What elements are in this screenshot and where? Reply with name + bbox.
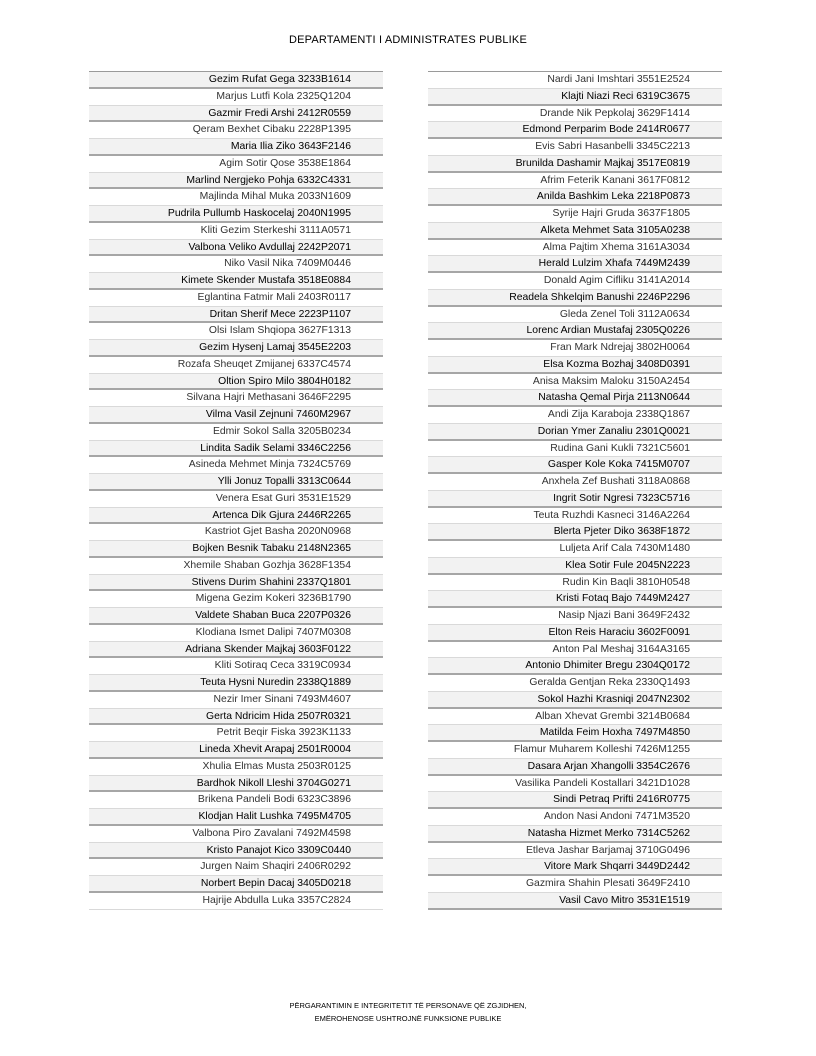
list-item: Gezim Hysenj Lamaj 3545E2203 [89, 340, 383, 357]
list-item: Lindita Sadik Selami 3346C2256 [89, 441, 383, 458]
list-item: Afrim Feterik Kanani 3617F0812 [428, 173, 722, 190]
list-item: Donald Agim Cifliku 3141A2014 [428, 273, 722, 290]
list-item: Nardi Jani Imshtari 3551E2524 [428, 72, 722, 89]
list-item: Gasper Kole Koka 7415M0707 [428, 457, 722, 474]
list-item: Artenca Dik Gjura 2446R2265 [89, 508, 383, 525]
page-title: DEPARTAMENTI I ADMINISTRATES PUBLIKE [288, 34, 528, 46]
list-item: Xhulia Elmas Musta 2503R0125 [89, 759, 383, 776]
list-item: Fran Mark Ndrejaj 3802H0064 [428, 340, 722, 357]
list-item: Geralda Gentjan Reka 2330Q1493 [428, 675, 722, 692]
list-item: Migena Gezim Kokeri 3236B1790 [89, 591, 383, 608]
page-footer [0, 999, 816, 1025]
list-item: Rozafa Sheuqet Zmijanej 6337C4574 [89, 357, 383, 374]
list-item: Klodiana Ismet Dalipi 7407M0308 [89, 625, 383, 642]
list-item: Valdete Shaban Buca 2207P0326 [89, 608, 383, 625]
list-item: Evis Sabri Hasanbelli 3345C2213 [428, 139, 722, 156]
list-item: Lineda Xhevit Arapaj 2501R0004 [89, 742, 383, 759]
list-item: Kristi Fotaq Bajo 7449M2427 [428, 591, 722, 608]
list-item: Readela Shkelqim Banushi 2246P2296 [428, 290, 722, 307]
list-item: Rudin Kin Baqli 3810H0548 [428, 575, 722, 592]
list-item: Gleda Zenel Toli 3112A0634 [428, 307, 722, 324]
list-item: Gezim Rufat Gega 3233B1614 [89, 72, 383, 89]
left-name-list [89, 71, 383, 910]
list-item: Anton Pal Meshaj 3164A3165 [428, 642, 722, 659]
list-item: Ylli Jonuz Topalli 3313C0644 [89, 474, 383, 491]
list-item: Pudrila Pullumb Haskocelaj 2040N1995 [89, 206, 383, 223]
list-item: Luljeta Arif Cala 7430M1480 [428, 541, 722, 558]
list-item: Syrije Hajri Gruda 3637F1805 [428, 206, 722, 223]
list-item: Andi Zija Karaboja 2338Q1867 [428, 407, 722, 424]
list-item: Nezir Imer Sinani 7493M4607 [89, 692, 383, 709]
list-item: Valbona Piro Zavalani 7492M4598 [89, 826, 383, 843]
list-item: Alma Pajtim Xhema 3161A3034 [428, 240, 722, 257]
list-item: Kimete Skender Mustafa 3518E0884 [89, 273, 383, 290]
right-name-list [428, 71, 722, 910]
list-item: Hajrije Abdulla Luka 3357C2824 [89, 893, 383, 910]
list-item: Gazmira Shahin Plesati 3649F2410 [428, 876, 722, 893]
list-item: Alketa Mehmet Sata 3105A0238 [428, 223, 722, 240]
list-item: Adriana Skender Majkaj 3603F0122 [89, 642, 383, 659]
list-item: Silvana Hajri Methasani 3646F2295 [89, 390, 383, 407]
list-item: Oltion Spiro Milo 3804H0182 [89, 374, 383, 391]
list-item: Edmir Sokol Salla 3205B0234 [89, 424, 383, 441]
list-item: Alban Xhevat Grembi 3214B0684 [428, 709, 722, 726]
list-item: Venera Esat Guri 3531E1529 [89, 491, 383, 508]
list-item: Kliti Sotiraq Ceca 3319C0934 [89, 658, 383, 675]
list-item: Brunilda Dashamir Majkaj 3517E0819 [428, 156, 722, 173]
list-item: Eglantina Fatmir Mali 2403R0117 [89, 290, 383, 307]
list-item: Natasha Qemal Pirja 2113N0644 [428, 390, 722, 407]
list-item: Kliti Gezim Sterkeshi 3111A0571 [89, 223, 383, 240]
list-item: Anilda Bashkim Leka 2218P0873 [428, 189, 722, 206]
list-item: Agim Sotir Qose 3538E1864 [89, 156, 383, 173]
list-item: Sindi Petraq Prifti 2416R0775 [428, 792, 722, 809]
list-item: Marlind Nergjeko Pohja 6332C4331 [89, 173, 383, 190]
list-item: Dritan Sherif Mece 2223P1107 [89, 307, 383, 324]
list-item: Kristo Panajot Kico 3309C0440 [89, 843, 383, 860]
list-item: Anxhela Zef Bushati 3118A0868 [428, 474, 722, 491]
list-item: Rudina Gani Kukli 7321C5601 [428, 441, 722, 458]
list-item: Maria Ilia Ziko 3643F2146 [89, 139, 383, 156]
list-item: Norbert Bepin Dacaj 3405D0218 [89, 876, 383, 893]
list-item: Xhemile Shaban Gozhja 3628F1354 [89, 558, 383, 575]
list-item: Brikena Pandeli Bodi 6323C3896 [89, 792, 383, 809]
list-item: Blerta Pjeter Diko 3638F1872 [428, 524, 722, 541]
list-item: Klodjan Halit Lushka 7495M4705 [89, 809, 383, 826]
list-item: Sokol Hazhi Krasniqi 2047N2302 [428, 692, 722, 709]
list-item: Nasip Njazi Bani 3649F2432 [428, 608, 722, 625]
list-item: Edmond Perparim Bode 2414R0677 [428, 122, 722, 139]
list-item: Olsi Islam Shqiopa 3627F1313 [89, 323, 383, 340]
list-item: Anisa Maksim Maloku 3150A2454 [428, 374, 722, 391]
list-item: Jurgen Naim Shaqiri 2406R0292 [89, 859, 383, 876]
list-item: Vasilika Pandeli Kostallari 3421D1028 [428, 776, 722, 793]
list-item: Etleva Jashar Barjamaj 3710G0496 [428, 843, 722, 860]
list-item: Lorenc Ardian Mustafaj 2305Q0226 [428, 323, 722, 340]
list-item: Matilda Feim Hoxha 7497M4850 [428, 725, 722, 742]
list-item: Ingrit Sotir Ngresi 7323C5716 [428, 491, 722, 508]
list-item: Bardhok Nikoll Lleshi 3704G0271 [89, 776, 383, 793]
list-item: Asineda Mehmet Minja 7324C5769 [89, 457, 383, 474]
list-item: Elton Reis Haraciu 3602F0091 [428, 625, 722, 642]
list-item: Vasil Cavo Mitro 3531E1519 [428, 893, 722, 910]
list-item: Flamur Muharem Kolleshi 7426M1255 [428, 742, 722, 759]
footer-line-2: EMËROHENOSE USHTROJNË FUNKSIONE PUBLIKE [314, 1014, 502, 1023]
list-item: Valbona Veliko Avdullaj 2242P2071 [89, 240, 383, 257]
list-item: Klea Sotir Fule 2045N2223 [428, 558, 722, 575]
list-item: Andon Nasi Andoni 7471M3520 [428, 809, 722, 826]
list-item: Gerta Ndricim Hida 2507R0321 [89, 709, 383, 726]
footer-line-1: PËRGARANTIMIN E INTEGRITETIT TË PERSONAVE QË ZGJIDHEN, [289, 1001, 527, 1010]
list-item: Gazmir Fredi Arshi 2412R0559 [89, 106, 383, 123]
list-item: Klajti Niazi Reci 6319C3675 [428, 89, 722, 106]
list-item: Dasara Arjan Xhangolli 3354C2676 [428, 759, 722, 776]
list-item: Teuta Ruzhdi Kasneci 3146A2264 [428, 508, 722, 525]
list-item: Qeram Bexhet Cibaku 2228P1395 [89, 122, 383, 139]
list-item: Natasha Hizmet Merko 7314C5262 [428, 826, 722, 843]
list-item: Drande Nik Pepkolaj 3629F1414 [428, 106, 722, 123]
list-item: Antonio Dhimiter Bregu 2304Q0172 [428, 658, 722, 675]
list-item: Herald Lulzim Xhafa 7449M2439 [428, 256, 722, 273]
list-item: Elsa Kozma Bozhaj 3408D0391 [428, 357, 722, 374]
list-item: Vitore Mark Shqarri 3449D2442 [428, 859, 722, 876]
list-item: Petrit Beqir Fiska 3923K1133 [89, 725, 383, 742]
list-item: Majlinda Mihal Muka 2033N1609 [89, 189, 383, 206]
list-item: Teuta Hysni Nuredin 2338Q1889 [89, 675, 383, 692]
list-item: Niko Vasil Nika 7409M0446 [89, 256, 383, 273]
list-item: Dorian Ymer Zanaliu 2301Q0021 [428, 424, 722, 441]
list-item: Stivens Durim Shahini 2337Q1801 [89, 575, 383, 592]
list-item: Vilma Vasil Zejnuni 7460M2967 [89, 407, 383, 424]
list-item: Marjus Lutfi Kola 2325Q1204 [89, 89, 383, 106]
list-item: Kastriot Gjet Basha 2020N0968 [89, 524, 383, 541]
list-item: Bojken Besnik Tabaku 2148N2365 [89, 541, 383, 558]
